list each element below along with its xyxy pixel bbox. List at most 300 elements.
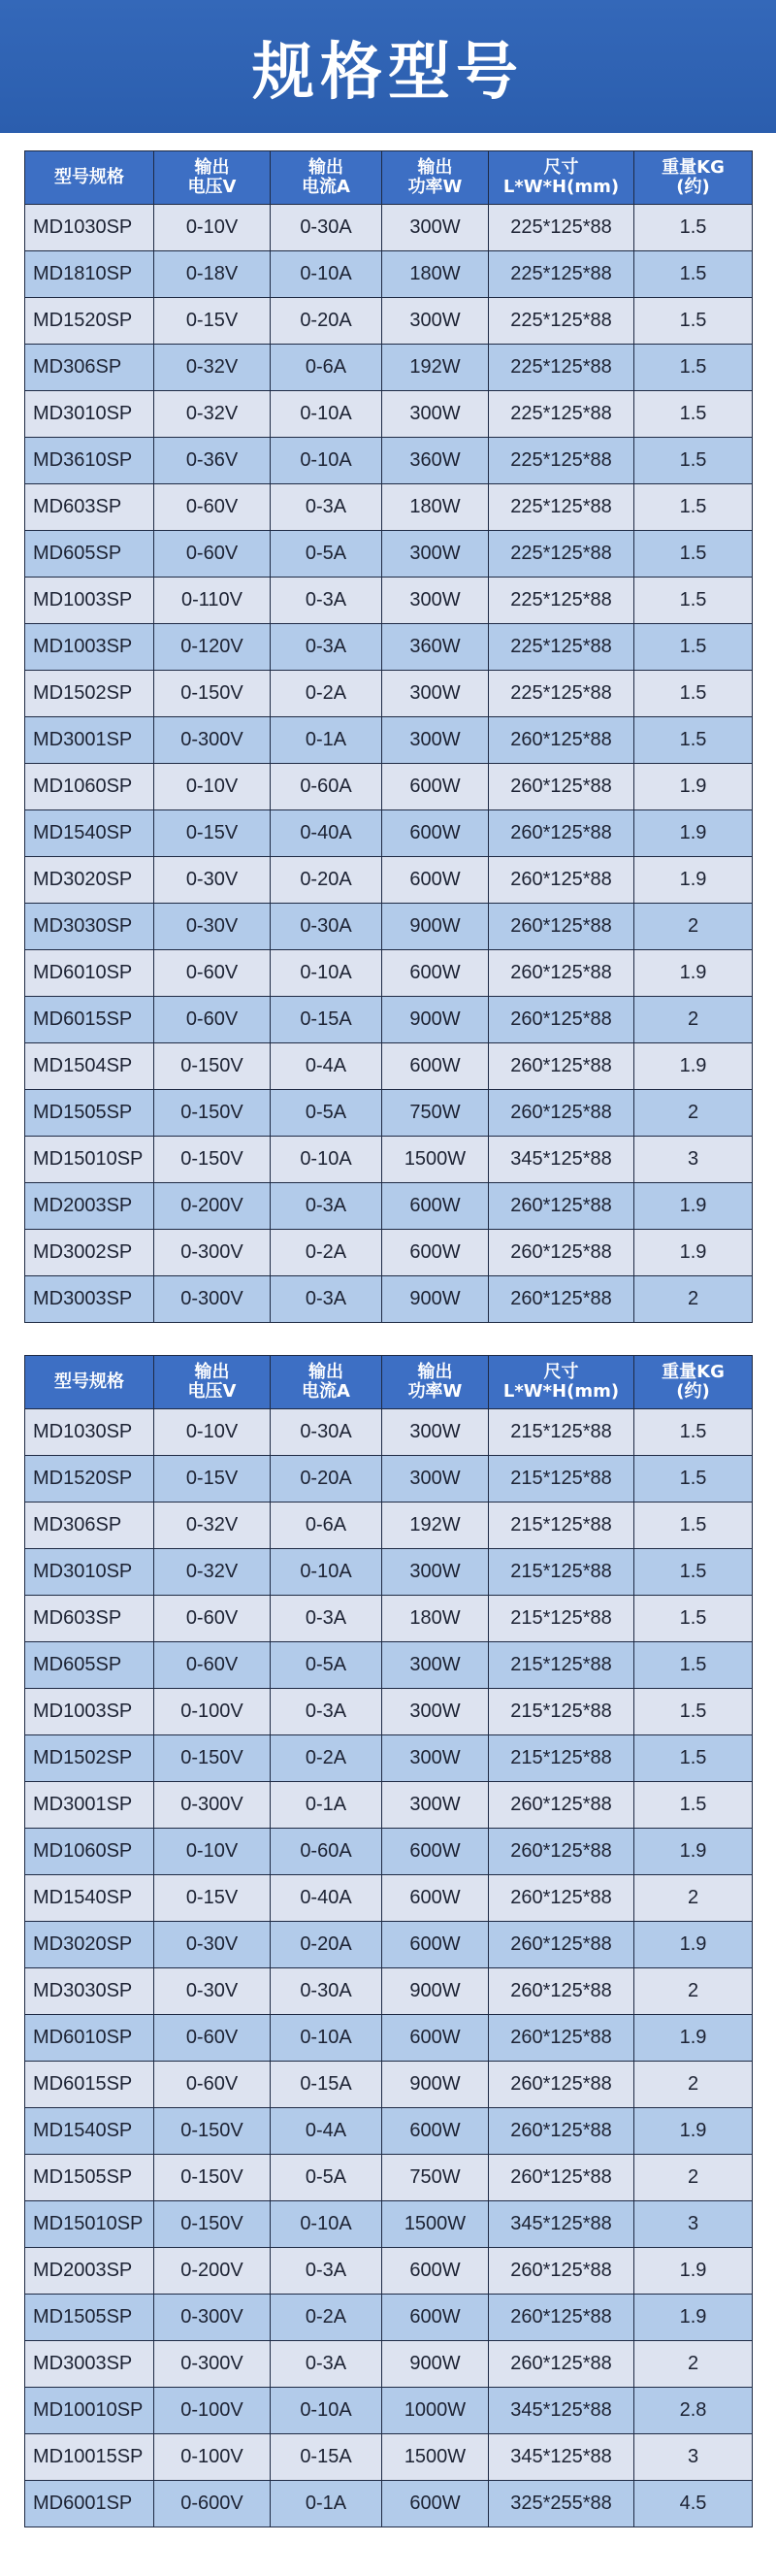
current-cell: 0-15A <box>271 997 382 1043</box>
model-cell: MD1003SP <box>25 578 154 624</box>
model-cell: MD2003SP <box>25 2248 154 2295</box>
table-row <box>25 1875 753 1922</box>
weight-cell: 3 <box>634 1137 753 1183</box>
current-cell: 0-10A <box>271 251 382 298</box>
power-cell: 600W <box>382 2015 489 2062</box>
table-row <box>25 1549 753 1596</box>
current-cell: 0-30A <box>271 904 382 950</box>
power-cell: 900W <box>382 997 489 1043</box>
power-cell: 750W <box>382 2155 489 2201</box>
model-cell: MD1520SP <box>25 1456 154 1503</box>
size-cell: 260*125*88 <box>489 950 634 997</box>
table-row <box>25 2108 753 2155</box>
voltage-cell: 0-150V <box>154 1043 271 1090</box>
model-cell: MD306SP <box>25 1503 154 1549</box>
header-voltage <box>154 151 271 205</box>
weight-cell: 1.9 <box>634 2295 753 2341</box>
model-cell: MD603SP <box>25 1596 154 1642</box>
table-row <box>25 2062 753 2108</box>
voltage-cell: 0-300V <box>154 1782 271 1829</box>
model-cell: MD6015SP <box>25 2062 154 2108</box>
voltage-cell: 0-100V <box>154 1689 271 1735</box>
size-cell: 260*125*88 <box>489 2108 634 2155</box>
model-cell: MD6001SP <box>25 2481 154 2527</box>
model-cell: MD1030SP <box>25 205 154 251</box>
model-cell: MD3030SP <box>25 904 154 950</box>
voltage-cell: 0-60V <box>154 2062 271 2108</box>
voltage-cell: 0-10V <box>154 764 271 810</box>
model-cell: MD1520SP <box>25 298 154 345</box>
model-cell: MD15010SP <box>25 1137 154 1183</box>
size-cell: 260*125*88 <box>489 1276 634 1323</box>
header-power <box>382 1356 489 1409</box>
power-cell: 900W <box>382 904 489 950</box>
current-cell: 0-3A <box>271 2248 382 2295</box>
model-cell: MD3002SP <box>25 1230 154 1276</box>
current-cell: 0-10A <box>271 438 382 484</box>
table-row <box>25 1503 753 1549</box>
size-cell: 225*125*88 <box>489 484 634 531</box>
model-cell: MD1502SP <box>25 1735 154 1782</box>
voltage-cell: 0-30V <box>154 1968 271 2015</box>
current-cell: 0-6A <box>271 345 382 391</box>
table-body-2 <box>25 1409 753 2527</box>
voltage-cell: 0-10V <box>154 205 271 251</box>
size-cell: 260*125*88 <box>489 1922 634 1968</box>
table-row <box>25 1968 753 2015</box>
model-cell: MD1540SP <box>25 1875 154 1922</box>
page-title: 规格型号 <box>252 36 524 109</box>
voltage-cell: 0-32V <box>154 345 271 391</box>
voltage-cell: 0-120V <box>154 624 271 671</box>
current-cell: 0-5A <box>271 2155 382 2201</box>
size-cell: 225*125*88 <box>489 345 634 391</box>
voltage-cell: 0-150V <box>154 2201 271 2248</box>
voltage-cell: 0-60V <box>154 1596 271 1642</box>
model-cell: MD1540SP <box>25 810 154 857</box>
weight-cell: 1.5 <box>634 1503 753 1549</box>
header-current <box>271 151 382 205</box>
size-cell: 225*125*88 <box>489 531 634 578</box>
weight-cell: 1.5 <box>634 1456 753 1503</box>
model-cell: MD306SP <box>25 345 154 391</box>
power-cell: 180W <box>382 484 489 531</box>
power-cell: 600W <box>382 1043 489 1090</box>
size-cell: 260*125*88 <box>489 1829 634 1875</box>
power-cell: 180W <box>382 1596 489 1642</box>
header-weight <box>634 1356 753 1409</box>
header-voltage <box>154 1356 271 1409</box>
table-row <box>25 2481 753 2527</box>
voltage-cell: 0-60V <box>154 2015 271 2062</box>
table-row <box>25 1183 753 1230</box>
current-cell: 0-10A <box>271 2015 382 2062</box>
voltage-cell: 0-300V <box>154 717 271 764</box>
current-cell: 0-10A <box>271 2388 382 2434</box>
table-row <box>25 2201 753 2248</box>
power-cell: 300W <box>382 298 489 345</box>
model-cell: MD3010SP <box>25 391 154 438</box>
table-row <box>25 1782 753 1829</box>
current-cell: 0-15A <box>271 2062 382 2108</box>
power-cell: 1500W <box>382 1137 489 1183</box>
model-cell: MD1504SP <box>25 1043 154 1090</box>
size-cell: 225*125*88 <box>489 671 634 717</box>
size-cell: 325*255*88 <box>489 2481 634 2527</box>
voltage-cell: 0-15V <box>154 810 271 857</box>
header-row <box>25 1356 753 1409</box>
weight-cell: 1.5 <box>634 1689 753 1735</box>
weight-cell: 1.5 <box>634 1782 753 1829</box>
size-cell: 260*125*88 <box>489 1183 634 1230</box>
model-cell: MD1060SP <box>25 764 154 810</box>
table-row <box>25 950 753 997</box>
table-row <box>25 391 753 438</box>
voltage-cell: 0-110V <box>154 578 271 624</box>
voltage-cell: 0-60V <box>154 484 271 531</box>
size-cell: 225*125*88 <box>489 438 634 484</box>
model-cell: MD3010SP <box>25 1549 154 1596</box>
title-banner <box>0 0 776 133</box>
voltage-cell: 0-10V <box>154 1829 271 1875</box>
weight-cell: 1.5 <box>634 205 753 251</box>
current-cell: 0-6A <box>271 1503 382 1549</box>
table-row <box>25 2295 753 2341</box>
weight-cell: 1.5 <box>634 1549 753 1596</box>
voltage-cell: 0-30V <box>154 904 271 950</box>
size-cell: 225*125*88 <box>489 298 634 345</box>
current-cell: 0-10A <box>271 1549 382 1596</box>
current-cell: 0-1A <box>271 717 382 764</box>
header-weight-line2: (约) <box>676 177 710 197</box>
current-cell: 0-2A <box>271 2295 382 2341</box>
power-cell: 600W <box>382 1875 489 1922</box>
power-cell: 600W <box>382 810 489 857</box>
voltage-cell: 0-15V <box>154 1456 271 1503</box>
current-cell: 0-3A <box>271 624 382 671</box>
voltage-cell: 0-200V <box>154 1183 271 1230</box>
power-cell: 300W <box>382 578 489 624</box>
size-cell: 260*125*88 <box>489 1230 634 1276</box>
current-cell: 0-3A <box>271 1276 382 1323</box>
voltage-cell: 0-300V <box>154 1230 271 1276</box>
table-row <box>25 2341 753 2388</box>
voltage-cell: 0-200V <box>154 2248 271 2295</box>
size-cell: 260*125*88 <box>489 2341 634 2388</box>
current-cell: 0-10A <box>271 2201 382 2248</box>
voltage-cell: 0-300V <box>154 2295 271 2341</box>
model-cell: MD3001SP <box>25 717 154 764</box>
current-cell: 0-30A <box>271 1409 382 1456</box>
current-cell: 0-3A <box>271 1596 382 1642</box>
size-cell: 260*125*88 <box>489 2155 634 2201</box>
table-row <box>25 1043 753 1090</box>
weight-cell: 1.9 <box>634 1230 753 1276</box>
table-row <box>25 2155 753 2201</box>
power-cell: 900W <box>382 1968 489 2015</box>
power-cell: 300W <box>382 1689 489 1735</box>
spec-table-2 <box>24 1355 753 2527</box>
power-cell: 300W <box>382 1642 489 1689</box>
voltage-cell: 0-30V <box>154 857 271 904</box>
header-size <box>489 151 634 205</box>
power-cell: 300W <box>382 1549 489 1596</box>
current-cell: 0-4A <box>271 1043 382 1090</box>
current-cell: 0-60A <box>271 1829 382 1875</box>
power-cell: 192W <box>382 345 489 391</box>
weight-cell: 1.9 <box>634 2015 753 2062</box>
weight-cell: 1.5 <box>634 531 753 578</box>
power-cell: 300W <box>382 1735 489 1782</box>
current-cell: 0-20A <box>271 1922 382 1968</box>
current-cell: 0-3A <box>271 484 382 531</box>
power-cell: 360W <box>382 438 489 484</box>
power-cell: 300W <box>382 531 489 578</box>
table-row <box>25 2015 753 2062</box>
weight-cell: 1.5 <box>634 438 753 484</box>
table-row <box>25 2388 753 2434</box>
size-cell: 260*125*88 <box>489 2295 634 2341</box>
weight-cell: 1.5 <box>634 1596 753 1642</box>
power-cell: 600W <box>382 1230 489 1276</box>
current-cell: 0-15A <box>271 2434 382 2481</box>
model-cell: MD6015SP <box>25 997 154 1043</box>
voltage-cell: 0-100V <box>154 2434 271 2481</box>
size-cell: 260*125*88 <box>489 2248 634 2295</box>
voltage-cell: 0-60V <box>154 531 271 578</box>
power-cell: 1500W <box>382 2201 489 2248</box>
current-cell: 0-20A <box>271 857 382 904</box>
power-cell: 300W <box>382 205 489 251</box>
header-size-line1: 尺寸 <box>543 1362 579 1382</box>
table-row <box>25 624 753 671</box>
power-cell: 600W <box>382 2481 489 2527</box>
table-row <box>25 1230 753 1276</box>
current-cell: 0-20A <box>271 1456 382 1503</box>
header-size-line2: L*W*H(mm) <box>502 1381 620 1402</box>
header-power-line2: 功率W <box>407 1381 463 1402</box>
power-cell: 300W <box>382 1456 489 1503</box>
current-cell: 0-3A <box>271 2341 382 2388</box>
current-cell: 0-4A <box>271 2108 382 2155</box>
table-row <box>25 531 753 578</box>
power-cell: 360W <box>382 624 489 671</box>
size-cell: 215*125*88 <box>489 1735 634 1782</box>
table-row <box>25 1409 753 1456</box>
voltage-cell: 0-32V <box>154 391 271 438</box>
model-cell: MD1003SP <box>25 624 154 671</box>
voltage-cell: 0-10V <box>154 1409 271 1456</box>
size-cell: 225*125*88 <box>489 391 634 438</box>
header-model: 型号规格 <box>25 151 154 205</box>
weight-cell: 1.5 <box>634 717 753 764</box>
current-cell: 0-3A <box>271 578 382 624</box>
size-cell: 345*125*88 <box>489 1137 634 1183</box>
header-weight-line1: 重量KG <box>662 157 725 178</box>
table-row <box>25 904 753 950</box>
model-cell: MD10015SP <box>25 2434 154 2481</box>
weight-cell: 1.9 <box>634 2248 753 2295</box>
voltage-cell: 0-150V <box>154 1137 271 1183</box>
model-cell: MD1502SP <box>25 671 154 717</box>
weight-cell: 1.5 <box>634 578 753 624</box>
header-voltage-line1: 输出 <box>194 157 230 178</box>
size-cell: 260*125*88 <box>489 717 634 764</box>
current-cell: 0-1A <box>271 2481 382 2527</box>
power-cell: 600W <box>382 950 489 997</box>
voltage-cell: 0-600V <box>154 2481 271 2527</box>
weight-cell: 1.9 <box>634 1183 753 1230</box>
power-cell: 900W <box>382 1276 489 1323</box>
power-cell: 600W <box>382 857 489 904</box>
voltage-cell: 0-300V <box>154 2341 271 2388</box>
current-cell: 0-3A <box>271 1689 382 1735</box>
power-cell: 750W <box>382 1090 489 1137</box>
model-cell: MD1810SP <box>25 251 154 298</box>
weight-cell: 1.5 <box>634 1642 753 1689</box>
power-cell: 600W <box>382 1829 489 1875</box>
size-cell: 260*125*88 <box>489 1875 634 1922</box>
current-cell: 0-40A <box>271 810 382 857</box>
weight-cell: 1.9 <box>634 1043 753 1090</box>
size-cell: 260*125*88 <box>489 1782 634 1829</box>
current-cell: 0-5A <box>271 1642 382 1689</box>
table-row <box>25 1829 753 1875</box>
header-model: 型号规格 <box>25 1356 154 1409</box>
weight-cell: 2 <box>634 1090 753 1137</box>
size-cell: 260*125*88 <box>489 1090 634 1137</box>
table-row <box>25 484 753 531</box>
header-current-line2: 电流A <box>302 177 350 197</box>
power-cell: 1500W <box>382 2434 489 2481</box>
current-cell: 0-2A <box>271 1230 382 1276</box>
power-cell: 600W <box>382 764 489 810</box>
voltage-cell: 0-150V <box>154 1735 271 1782</box>
model-cell: MD3003SP <box>25 2341 154 2388</box>
weight-cell: 2 <box>634 997 753 1043</box>
weight-cell: 2 <box>634 904 753 950</box>
weight-cell: 1.5 <box>634 671 753 717</box>
table-row <box>25 251 753 298</box>
current-cell: 0-5A <box>271 531 382 578</box>
model-cell: MD1505SP <box>25 2295 154 2341</box>
model-cell: MD2003SP <box>25 1183 154 1230</box>
table-row <box>25 1596 753 1642</box>
size-cell: 260*125*88 <box>489 764 634 810</box>
table-row <box>25 1689 753 1735</box>
weight-cell: 2 <box>634 2062 753 2108</box>
header-current-line2: 电流A <box>302 1381 350 1402</box>
table-row <box>25 345 753 391</box>
table-row <box>25 578 753 624</box>
table-row <box>25 857 753 904</box>
header-size-line2: L*W*H(mm) <box>502 177 620 197</box>
power-cell: 300W <box>382 1782 489 1829</box>
weight-cell: 1.5 <box>634 484 753 531</box>
power-cell: 600W <box>382 2295 489 2341</box>
table-row <box>25 671 753 717</box>
current-cell: 0-10A <box>271 1137 382 1183</box>
weight-cell: 2 <box>634 1968 753 2015</box>
header-current-line1: 输出 <box>308 1362 343 1382</box>
model-cell: MD15010SP <box>25 2201 154 2248</box>
size-cell: 260*125*88 <box>489 997 634 1043</box>
table-row <box>25 997 753 1043</box>
header-weight-line1: 重量KG <box>662 1362 725 1382</box>
table-row <box>25 2434 753 2481</box>
table-row <box>25 2248 753 2295</box>
weight-cell: 1.5 <box>634 251 753 298</box>
voltage-cell: 0-18V <box>154 251 271 298</box>
model-cell: MD3003SP <box>25 1276 154 1323</box>
table-row <box>25 1642 753 1689</box>
model-cell: MD605SP <box>25 1642 154 1689</box>
voltage-cell: 0-150V <box>154 2155 271 2201</box>
power-cell: 192W <box>382 1503 489 1549</box>
current-cell: 0-30A <box>271 205 382 251</box>
table-row <box>25 1735 753 1782</box>
table-row <box>25 205 753 251</box>
power-cell: 180W <box>382 251 489 298</box>
size-cell: 260*125*88 <box>489 1968 634 2015</box>
weight-cell: 2 <box>634 1875 753 1922</box>
weight-cell: 1.9 <box>634 857 753 904</box>
header-voltage-line2: 电压V <box>187 1381 237 1402</box>
current-cell: 0-2A <box>271 1735 382 1782</box>
size-cell: 215*125*88 <box>489 1642 634 1689</box>
size-cell: 215*125*88 <box>489 1596 634 1642</box>
header-current-line1: 输出 <box>308 157 343 178</box>
voltage-cell: 0-150V <box>154 1090 271 1137</box>
weight-cell: 1.5 <box>634 345 753 391</box>
model-cell: MD3020SP <box>25 857 154 904</box>
weight-cell: 1.5 <box>634 298 753 345</box>
voltage-cell: 0-150V <box>154 2108 271 2155</box>
weight-cell: 1.9 <box>634 2108 753 2155</box>
size-cell: 215*125*88 <box>489 1409 634 1456</box>
current-cell: 0-10A <box>271 391 382 438</box>
current-cell: 0-10A <box>271 950 382 997</box>
size-cell: 225*125*88 <box>489 205 634 251</box>
weight-cell: 1.9 <box>634 1922 753 1968</box>
table-row <box>25 1090 753 1137</box>
power-cell: 300W <box>382 671 489 717</box>
power-cell: 600W <box>382 2248 489 2295</box>
weight-cell: 2 <box>634 1276 753 1323</box>
weight-cell: 1.5 <box>634 1735 753 1782</box>
power-cell: 600W <box>382 2108 489 2155</box>
table-row <box>25 1276 753 1323</box>
size-cell: 260*125*88 <box>489 857 634 904</box>
weight-cell: 1.9 <box>634 1829 753 1875</box>
header-power <box>382 151 489 205</box>
model-cell: MD10010SP <box>25 2388 154 2434</box>
header-row <box>25 151 753 205</box>
header-voltage-line1: 输出 <box>194 1362 230 1382</box>
table-row <box>25 764 753 810</box>
table-row <box>25 1456 753 1503</box>
weight-cell: 2 <box>634 2341 753 2388</box>
table-body-1 <box>25 205 753 1323</box>
power-cell: 600W <box>382 1183 489 1230</box>
weight-cell: 1.5 <box>634 1409 753 1456</box>
model-cell: MD1505SP <box>25 2155 154 2201</box>
current-cell: 0-40A <box>271 1875 382 1922</box>
table-row <box>25 1137 753 1183</box>
voltage-cell: 0-32V <box>154 1549 271 1596</box>
header-power-line2: 功率W <box>407 177 463 197</box>
table-row <box>25 1922 753 1968</box>
